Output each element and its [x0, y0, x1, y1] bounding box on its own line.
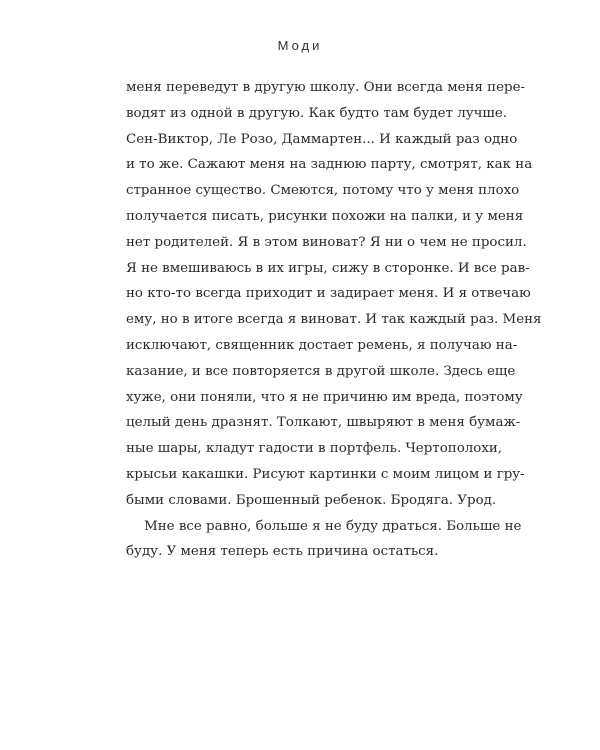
text-line: Я не вмешиваюсь в их игры, сижу в сторонке. И все рав- — [126, 260, 530, 276]
text-line: странное существо. Смеются, потому что у меня плохо — [126, 183, 520, 199]
text-line: быми словами. Брошенный ребенок. Бродяга. Урод. — [126, 492, 497, 508]
text-line: и то же. Сажают меня на заднюю парту, смотрят, как на — [126, 157, 533, 173]
text-line: исключают, священник достает ремень, я получаю на- — [126, 337, 518, 353]
body-text — [126, 75, 542, 565]
text-line: ему, но в итоге всегда я виноват. И так каждый раз. Меня — [126, 312, 542, 328]
text-line: казание, и все повторяется в другой школе. Здесь еще — [126, 363, 516, 379]
text-line: меня переведут в другую школу. Они всегда меня пере- — [126, 80, 526, 95]
text-line: Мне все равно, больше я не буду драться. Больше не — [144, 518, 522, 534]
text-line: но кто-то всегда приходит и задирает меня. И я отвечаю — [126, 286, 531, 302]
running-head: Моди — [277, 38, 323, 53]
text-line: ные шары, кладут гадости в портфель. Чертополохи, — [126, 441, 503, 457]
text-line: хуже, они поняли, что я не причиню им вреда, поэтому — [126, 389, 523, 405]
text-line: крысьи какашки. Рисуют картинки с моим лицом и гру- — [126, 466, 525, 482]
text-line: Сен-Виктор, Ле Розо, Даммартен... И каждый раз одно — [126, 131, 518, 147]
text-line: водят из одной в другую. Как будто там будет лучше. — [126, 105, 508, 121]
text-line: целый день дразнят. Толкают, швыряют в меня бумаж- — [126, 415, 521, 431]
text-line: нет родителей. Я в этом виноват? Я ни о чем не просил. — [126, 234, 527, 250]
text-line: буду. У меня теперь есть причина остаться. — [126, 544, 439, 560]
text-line: получается писать, рисунки похожи на палки, и у меня — [126, 208, 524, 224]
